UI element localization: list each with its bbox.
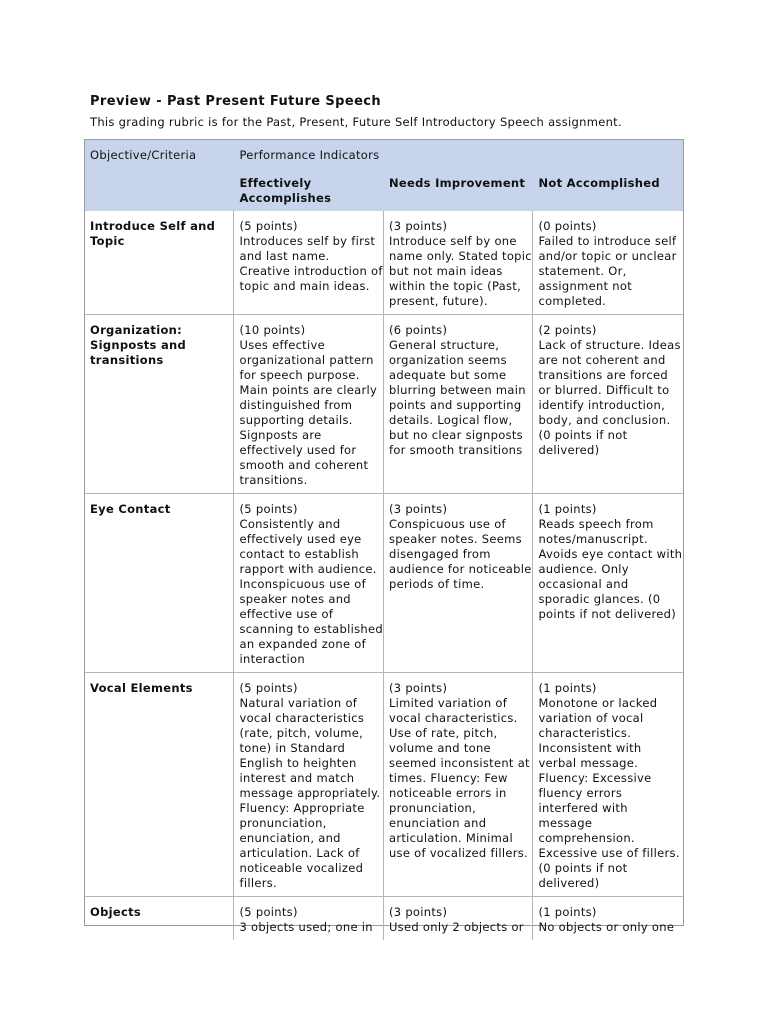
- effective-cell: (5 points) Introduces self by first and last name. Creative introduction of topic and main ideas.: [234, 211, 383, 315]
- criterion-cell: Introduce Self and Topic: [85, 211, 234, 315]
- effective-cell: (5 points) Natural variation of vocal characteristics (rate, pitch, volume, tone) in Standard English to heighten interest and match message appropriately. Fluency: Appropriate pronunciation, enunciation, and articulation. Lack of noticeable vocalized fillers.: [234, 673, 383, 897]
- table-row: [85, 315, 683, 494]
- header-effectively-accomplishes: Effectively Accomplishes: [234, 168, 383, 211]
- not-accomplished-cell: (1 points) Reads speech from notes/manuscript. Avoids eye contact with audience. Only occasional and sporadic glances. (0 points if not delivered): [533, 494, 683, 673]
- not-accomplished-cell: (1 points) No objects or only one: [538, 905, 675, 934]
- header-row-performance: [85, 140, 683, 168]
- rubric-body: [85, 211, 683, 940]
- not-accomplished-cell: (0 points) Failed to introduce self and/or topic or unclear statement. Or, assignment not completed.: [533, 211, 683, 315]
- rubric-table: [85, 140, 683, 940]
- header-not-accomplished: Not Accomplished: [533, 168, 683, 211]
- needs-improvement-cell: (3 points) Conspicuous use of speaker notes. Seems disengaged from audience for noticeable periods of time.: [384, 494, 533, 673]
- not-accomplished-cell: (2 points) Lack of structure. Ideas are not coherent and transitions are forced or blurred. Difficult to identify introduction, body, and conclusion. (0 points if not delivered): [533, 315, 683, 494]
- criterion-cell: Organization: Signposts and transitions: [85, 315, 234, 494]
- criterion-cell: Objects: [85, 897, 234, 940]
- effective-cell: (5 points) 3 objects used; one in: [234, 897, 383, 940]
- effective-cell: (10 points) Uses effective organizational pattern for speech purpose. Main points are clearly distinguished from supporting details. Signposts are effectively used for smooth and coherent transitions.: [234, 315, 383, 494]
- page-subtitle: This grading rubric is for the Past, Present, Future Self Introductory Speech assignment.: [90, 115, 622, 129]
- table-row: [85, 211, 683, 315]
- needs-improvement-cell: (3 points) Limited variation of vocal characteristics. Use of rate, pitch, volume and tone seemed inconsistent at times. Fluency: Few noticeable errors in pronunciation, enunciation and articulation. Minimal use of vocalized fillers.: [384, 673, 533, 897]
- needs-improvement-cell: (6 points) General structure, organization seems adequate but some blurring between main points and supporting details. Logical flow, but no clear signposts for smooth transitions: [384, 315, 533, 494]
- effective-cell: (5 points) Consistently and effectively used eye contact to establish rapport with audience. Inconspicuous use of speaker notes and effective use of scanning to established an expanded zone of interaction: [234, 494, 383, 673]
- table-row: [85, 673, 683, 897]
- rubric-table-container: [84, 139, 684, 934]
- table-row: [85, 494, 683, 673]
- header-objective: Objective/Criteria: [85, 140, 234, 211]
- table-row: [85, 897, 683, 940]
- header-performance-indicators: Performance Indicators: [234, 140, 683, 168]
- criterion-cell: Eye Contact: [85, 494, 234, 673]
- header-needs-improvement: Needs Improvement: [384, 168, 533, 211]
- needs-improvement-cell: (3 points) Introduce self by one name only. Stated topic but not main ideas within the topic (Past, present, future).: [384, 211, 533, 315]
- needs-improvement-cell: (3 points) Used only 2 objects or: [384, 897, 533, 940]
- not-accomplished-cell: (1 points) Monotone or lacked variation of vocal characteristics. Inconsistent with verbal message. Fluency: Excessive fluency errors interfered with message comprehension. Excessive use of fillers. (0 points if not delivered): [533, 673, 683, 897]
- criterion-cell: Vocal Elements: [85, 673, 234, 897]
- page-title: Preview - Past Present Future Speech: [90, 94, 382, 109]
